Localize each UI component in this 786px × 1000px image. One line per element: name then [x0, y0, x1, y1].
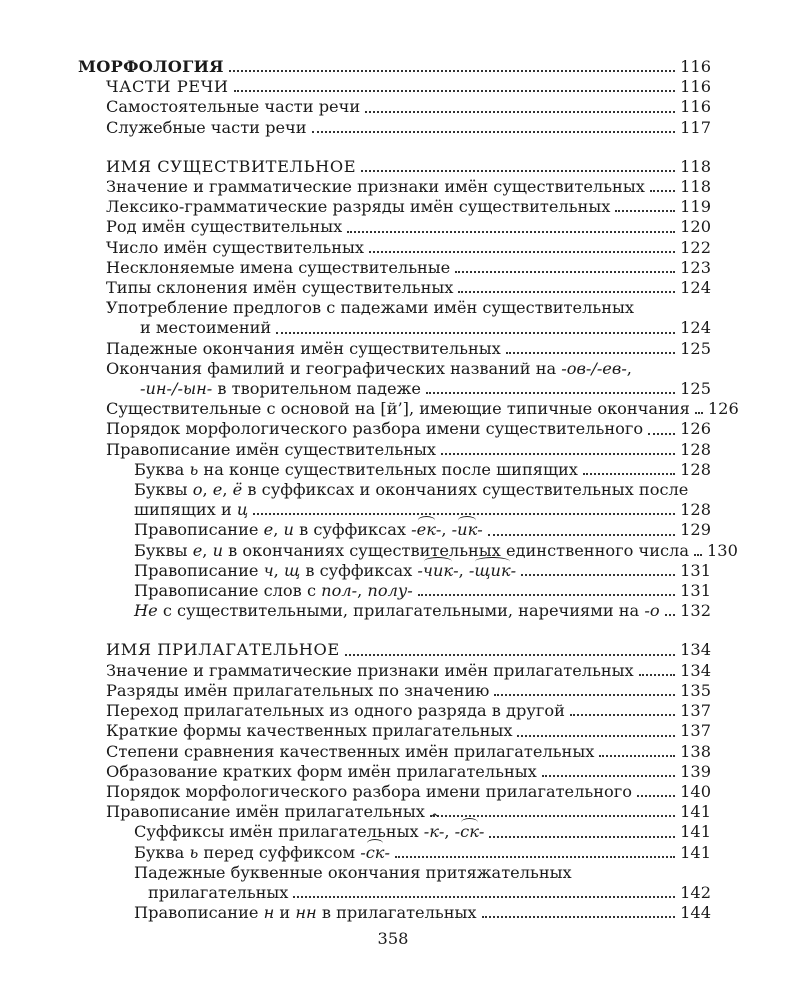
toc-letter: ч: [263, 560, 274, 580]
toc-letter: ё: [232, 480, 243, 500]
toc-entry-title: Переход прилагательных из одного разряда в другой: [106, 701, 565, 721]
toc-entry-title: [134, 903, 477, 923]
toc-entry-title: [134, 541, 689, 561]
dot-leader: [276, 332, 675, 334]
toc-entry-page: 141: [680, 802, 711, 822]
dot-leader: [494, 694, 675, 696]
toc-entry-title: прилагательных: [148, 882, 289, 902]
toc-entry-suffix-ek[interactable]: [78, 520, 711, 540]
toc-text: перед суффиксом: [198, 842, 361, 862]
toc-entry-title: Несклоняемые имена существительные: [106, 257, 451, 277]
dot-leader: [229, 70, 675, 72]
toc-entry-title: Существительные с основой на [й’], имеющие типичные окончания: [106, 399, 690, 419]
toc-entry-title: Правописание имён существительных: [106, 439, 437, 459]
toc-entry-adjective[interactable]: [78, 640, 711, 660]
toc-dash: -: [423, 822, 430, 842]
toc-entry-page: 122: [680, 237, 711, 257]
page-number: 358: [377, 929, 409, 948]
toc-entry-adj-soft-sign[interactable]: [78, 843, 711, 863]
toc-entry-noun[interactable]: [78, 157, 711, 177]
toc-entry-possessive-line1[interactable]: Падежные буквенные окончания притяжательных: [134, 862, 572, 882]
toc-text: ,: [202, 480, 213, 500]
toc-text: Буква: [134, 459, 190, 479]
toc-text: Правописание: [134, 903, 264, 923]
section-gap: [78, 138, 711, 157]
toc-entry-title: Лексико-грамматические разряды имён существительных: [106, 197, 611, 217]
table-of-contents: [78, 57, 739, 923]
toc-entry-noun-meaning[interactable]: [78, 177, 711, 197]
toc-text: Правописание: [134, 520, 264, 540]
toc-entry-title: Порядок морфологического разбора имени существительного: [106, 419, 644, 439]
toc-entry-title: Служебные части речи: [106, 117, 307, 137]
toc-dash: -: [478, 822, 485, 842]
toc-entry-page: 129: [680, 520, 711, 540]
toc-text: и: [274, 903, 296, 923]
toc-entry-noun-soft-sign[interactable]: [78, 460, 711, 480]
dot-leader: [615, 210, 675, 212]
suffix-arc: чик: [422, 560, 454, 580]
toc-text: Правописание слов с: [134, 581, 322, 601]
dot-leader: [455, 271, 675, 273]
toc-entry-title: Значение и грамматические признаки имён прилагательных: [106, 660, 634, 680]
toc-entry-title: [140, 379, 421, 399]
toc-text: шипящих и: [134, 500, 237, 520]
toc-entry-prepositions-line1[interactable]: Употребление предлогов с падежами имён существительных: [106, 298, 634, 318]
toc-entry-vowels-line1[interactable]: [78, 480, 711, 500]
toc-entry-surnames-line1[interactable]: [78, 359, 711, 379]
toc-dash: -: [468, 560, 475, 580]
toc-text: Буква: [134, 842, 190, 862]
toc-entry-page: 117: [680, 117, 711, 137]
dot-leader: [441, 453, 675, 455]
toc-entry-page: 131: [680, 560, 711, 580]
dot-leader: [639, 674, 675, 676]
toc-prefix: полу-: [367, 581, 413, 601]
toc-entry-parts-of-speech[interactable]: [78, 77, 711, 97]
toc-text: с существительными, прилагательными, наречиями на: [157, 601, 645, 621]
toc-entry-vowels[interactable]: [78, 500, 711, 520]
dot-leader: [506, 352, 675, 354]
dot-leader: [293, 896, 675, 898]
toc-entry-page: 141: [680, 842, 711, 862]
toc-entry-noun-spelling[interactable]: [78, 440, 711, 460]
toc-text: Правописание: [134, 560, 264, 580]
toc-entry-title: [134, 500, 248, 520]
toc-text: на конце существительных после шипящих: [198, 459, 578, 479]
toc-entry-morphology[interactable]: [78, 57, 711, 77]
toc-entry-page: 128: [680, 500, 711, 520]
toc-text: ,: [273, 560, 284, 580]
toc-text: в суффиксах и окончаниях существительных после: [242, 480, 689, 500]
toc-letter: е: [212, 480, 223, 500]
toc-entry-title: Краткие формы качественных прилагательных: [106, 721, 513, 741]
toc-entry-title: ИМЯ СУЩЕСТВИТЕЛЬНОЕ: [106, 156, 357, 176]
toc-entry-title: Типы склонения имён существительных: [106, 278, 454, 298]
suffix-arc: ск: [365, 842, 385, 862]
toc-letter: о: [192, 480, 203, 500]
dot-leader: [542, 775, 675, 777]
toc-entry-title: Самостоятельные части речи: [106, 97, 361, 117]
toc-letter: е: [263, 520, 274, 540]
toc-entry-service-parts[interactable]: [78, 118, 711, 138]
toc-entry-page: 116: [680, 97, 711, 117]
toc-text: ,: [441, 520, 452, 540]
dot-leader: [517, 735, 675, 737]
toc-entry-page: 131: [680, 581, 711, 601]
toc-entry-page: 144: [680, 903, 711, 923]
toc-text: Суффиксы имён прилагательных: [134, 822, 424, 842]
toc-entry-title: Разряды имён прилагательных по значению: [106, 680, 490, 700]
dot-leader: [395, 856, 675, 858]
dot-leader: [365, 111, 675, 113]
dot-leader: [583, 473, 675, 475]
dot-leader: [234, 90, 676, 92]
toc-entry-page: 119: [680, 197, 711, 217]
toc-entry-title: Образование кратких форм имён прилагательных: [106, 761, 537, 781]
toc-entry-page: 128: [680, 439, 711, 459]
toc-entry-page: 126: [707, 399, 739, 419]
dot-leader: [488, 534, 675, 536]
toc-text: в прилагательных: [316, 903, 477, 923]
toc-entry-noun-gender[interactable]: [78, 217, 711, 237]
toc-letter: е: [192, 540, 203, 560]
dot-leader: [599, 755, 675, 757]
toc-entry-noun-lexical[interactable]: [78, 197, 711, 217]
toc-dash: -: [435, 520, 442, 540]
toc-entry-page: 138: [680, 741, 711, 761]
toc-dash: -: [417, 560, 423, 580]
toc-entry-page: 130: [706, 540, 738, 560]
toc-entry-title: ЧАСТИ РЕЧИ: [106, 77, 229, 97]
toc-text: в окончаниях существительных единственного числа: [223, 540, 689, 560]
toc-letter: ц: [236, 500, 249, 520]
toc-text: ,: [273, 520, 284, 540]
toc-letter: щ: [283, 560, 301, 580]
toc-dash: -: [453, 560, 459, 580]
toc-entry-noun-number[interactable]: [78, 238, 711, 258]
toc-entry-noun-case-endings[interactable]: [78, 339, 711, 359]
dot-leader: [650, 190, 675, 192]
section-gap: [78, 621, 711, 640]
dot-leader: [312, 131, 676, 133]
toc-letter: ь: [189, 459, 199, 479]
toc-dash: -: [510, 560, 517, 580]
toc-entry-page: 120: [680, 217, 711, 237]
toc-entry-page: 116: [680, 77, 711, 97]
toc-entry-adj-meaning[interactable]: [78, 661, 711, 681]
toc-text: Окончания фамилий и географических названий на: [106, 358, 562, 378]
toc-entry-page: 124: [680, 318, 711, 338]
toc-dash: -: [477, 520, 483, 540]
dot-leader: [482, 916, 676, 918]
toc-entry-adj-short-forms[interactable]: [78, 721, 711, 741]
suffix-arc: ик: [457, 520, 478, 540]
toc-entry-noun-stem-j[interactable]: [78, 399, 739, 419]
toc-text: ,: [444, 822, 455, 842]
toc-entry-page: 116: [680, 57, 711, 76]
toc-text: в суффиксах: [300, 560, 418, 580]
toc-entry-title: Порядок морфологического разбора имени прилагательного: [106, 781, 632, 801]
toc-letter: и: [283, 520, 294, 540]
toc-entry-title: [134, 460, 578, 480]
suffix-arc: щик: [474, 560, 511, 580]
toc-entry-page: 126: [680, 419, 711, 439]
dot-leader: [695, 412, 703, 414]
toc-entry-ne[interactable]: [78, 601, 711, 621]
toc-entry-noun-declension[interactable]: [78, 278, 711, 298]
toc-prefix: пол-: [321, 581, 358, 601]
dot-leader: [361, 170, 675, 172]
toc-entry-title: [134, 843, 390, 863]
toc-entry-endings-ei[interactable]: [78, 540, 738, 561]
toc-suffix: [424, 822, 445, 841]
toc-entry-page: 135: [680, 680, 711, 700]
toc-entry-title: ИМЯ ПРИЛАГАТЕЛЬНОЕ: [106, 640, 340, 660]
toc-dash: -: [451, 520, 458, 540]
dot-leader: [648, 433, 675, 435]
toc-entry-adj-suffix-k[interactable]: [78, 822, 711, 842]
dot-leader: [570, 714, 675, 716]
dot-leader: [521, 574, 675, 576]
toc-entry-adj-categories[interactable]: [78, 681, 711, 701]
toc-entry-noun-analysis[interactable]: [78, 419, 711, 439]
toc-entry-title: [134, 601, 660, 621]
toc-entry-page: 134: [680, 640, 711, 660]
dot-leader: [418, 594, 675, 596]
toc-entry-page: 124: [680, 278, 711, 298]
toc-entry-title: [134, 822, 484, 842]
toc-text: Буквы: [134, 480, 193, 500]
dot-leader: [458, 291, 675, 293]
toc-text: Буквы: [134, 540, 193, 560]
toc-dash: -: [438, 822, 445, 842]
dot-leader: [347, 231, 675, 233]
toc-entry-title: [134, 561, 516, 581]
dot-leader: [637, 795, 675, 797]
toc-entry-page: 134: [680, 660, 711, 680]
dot-leader: [253, 513, 675, 515]
toc-entry-title: [134, 520, 483, 540]
toc-entry-page: 142: [680, 882, 711, 902]
toc-entry-title: МОРФОЛОГИЯ: [78, 57, 224, 76]
toc-text: ,: [222, 480, 233, 500]
toc-entry-pol[interactable]: [78, 581, 711, 601]
toc-entry-title: [134, 581, 413, 601]
toc-entry-page: 128: [680, 459, 711, 479]
toc-entry-adj-analysis[interactable]: [78, 782, 711, 802]
toc-suffix: [452, 520, 483, 539]
toc-entry-suffix-chik[interactable]: [78, 561, 711, 581]
toc-entry-page: 118: [680, 177, 711, 197]
toc-text: в суффиксах: [293, 520, 412, 540]
toc-entry-adj-n-nn[interactable]: [78, 903, 711, 923]
dot-leader: [345, 654, 675, 656]
toc-text: ,: [458, 560, 469, 580]
toc-entry-page: 123: [680, 257, 711, 277]
toc-entry-surnames[interactable]: [78, 379, 711, 399]
toc-entry-page: 125: [680, 338, 711, 358]
toc-letter: н: [263, 903, 275, 923]
toc-entry-title: Число имён существительных: [106, 237, 365, 257]
toc-entry-page: 139: [680, 761, 711, 781]
toc-text: ,: [357, 581, 368, 601]
toc-entry-page: 137: [680, 701, 711, 721]
toc-suffix: -о: [644, 601, 660, 621]
toc-entry-page: 140: [680, 781, 711, 801]
dot-leader: [489, 836, 675, 838]
toc-entry-title: Степени сравнения качественных имён прилагательных: [106, 741, 595, 761]
toc-dash: -: [411, 520, 417, 540]
toc-dash: -: [454, 822, 461, 842]
toc-entry-adj-transition[interactable]: [78, 701, 711, 721]
suffix-arc: ск: [460, 822, 479, 842]
toc-text: ,: [202, 540, 213, 560]
toc-letter: и: [212, 540, 224, 560]
toc-letter: ь: [189, 842, 199, 862]
toc-entry-possessive[interactable]: [78, 883, 711, 903]
toc-entry-page: 137: [680, 721, 711, 741]
dot-leader: [430, 815, 675, 817]
toc-letter: нн: [295, 903, 317, 923]
toc-text: ,: [626, 358, 632, 378]
toc-entry-title: Правописание имён прилагательных: [106, 802, 425, 822]
suffix-arc: ек: [416, 520, 436, 540]
toc-entry-prepositions[interactable]: [78, 318, 711, 338]
toc-entry-adj-spelling[interactable]: [78, 802, 711, 822]
toc-entry-title: Падежные окончания имён существительных: [106, 338, 501, 358]
toc-entry-title: Род имён существительных: [106, 217, 343, 237]
toc-suffix: -ов-/-ев-: [561, 358, 627, 378]
toc-suffix: [469, 561, 516, 580]
toc-entry-page: 125: [680, 379, 711, 399]
toc-text: в творительном падеже: [212, 379, 422, 399]
toc-suffix: [417, 561, 458, 580]
toc-entry-page: 118: [680, 156, 711, 176]
toc-dash: -: [360, 842, 366, 862]
toc-particle: Не: [134, 601, 158, 621]
dot-leader: [369, 251, 675, 253]
toc-suffix: [360, 843, 390, 862]
toc-dash: -: [384, 842, 390, 862]
toc-entry-page: 132: [680, 601, 711, 621]
toc-entry-title: и местоимений: [140, 318, 272, 338]
dot-leader: [665, 614, 676, 616]
toc-entry-independent-parts[interactable]: [78, 97, 711, 117]
toc-entry-page: 141: [680, 822, 711, 842]
toc-entry-adj-degrees[interactable]: [78, 742, 711, 762]
toc-suffix: [455, 822, 485, 841]
dot-leader: [694, 554, 702, 556]
toc-entry-noun-indeclinable[interactable]: [78, 258, 711, 278]
toc-suffix: [411, 520, 441, 539]
toc-suffix: -ин-/-ын-: [140, 379, 213, 399]
toc-entry-adj-short-formation[interactable]: [78, 762, 711, 782]
suffix-mark: ^ к: [429, 822, 439, 842]
toc-entry-title: Значение и грамматические признаки имён существительных: [106, 177, 645, 197]
dot-leader: [426, 392, 675, 394]
